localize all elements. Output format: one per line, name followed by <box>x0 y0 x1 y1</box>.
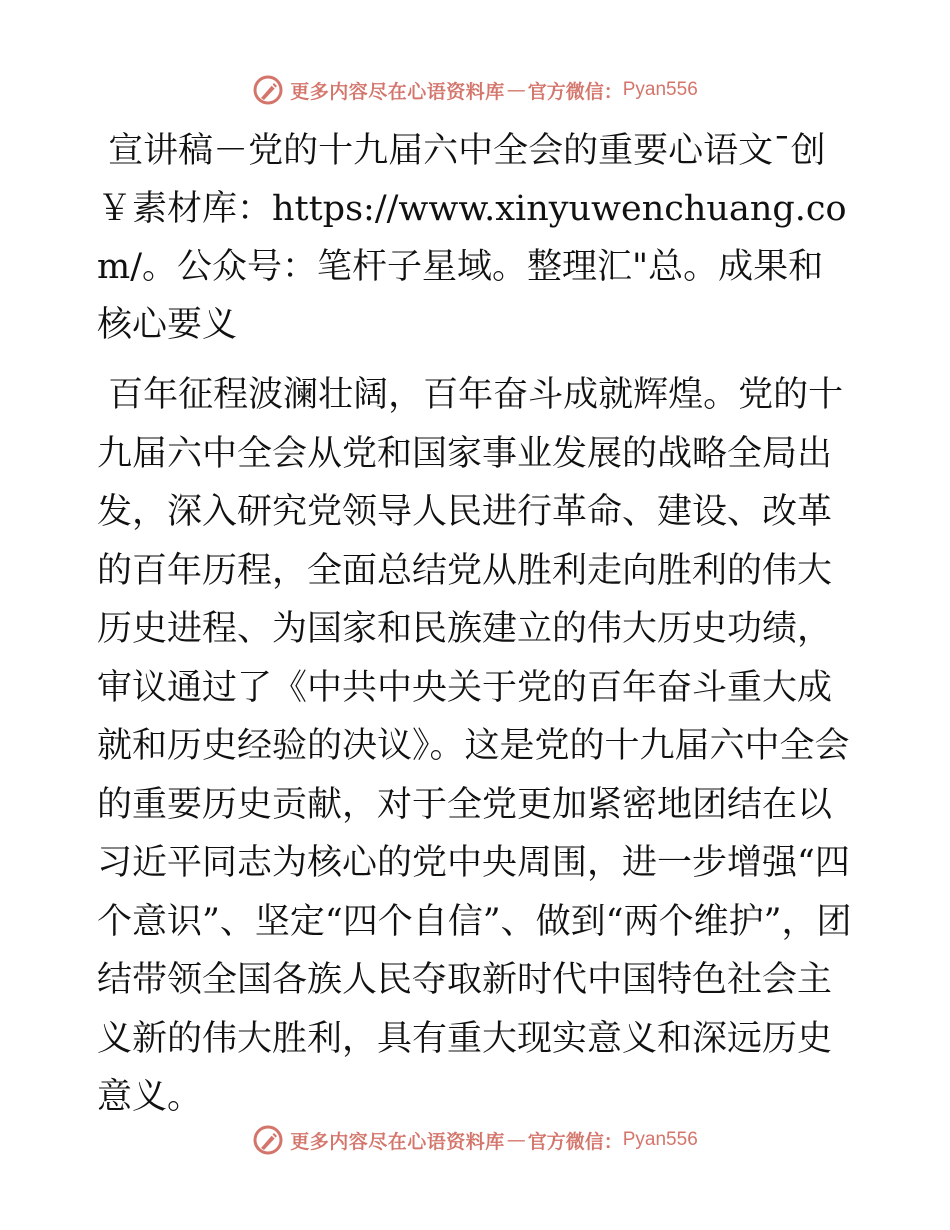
banner-separator: — <box>506 1129 526 1151</box>
header-banner <box>0 70 950 110</box>
banner-site-name: 更多内容尽在心语资料库 <box>290 1130 505 1153</box>
document-heading: 宣讲稿－党的十九届六中全会的重要心语文¯创￥素材库：https://www.xinyuwenchuang.com/。公众号：笔杆子星域。整理汇"总。成果和核心要义 <box>97 131 847 345</box>
banner-wechat-label: 官方微信： <box>527 80 623 103</box>
banner-site-name: 更多内容尽在心语资料库 <box>290 80 505 103</box>
pen-circle-logo-icon <box>252 1124 284 1156</box>
footer-banner <box>0 1120 950 1160</box>
banner-separator: — <box>506 79 526 101</box>
banner-wechat-id: Pyan556 <box>622 1129 698 1150</box>
pen-circle-logo-icon <box>252 74 284 106</box>
banner-wechat-id: Pyan556 <box>622 79 698 100</box>
document-paragraph: 百年征程波澜壮阔，百年奋斗成就辉煌。党的十九届六中全会从党和国家事业发展的战略全局出发，深入研究党领导人民进行革命、建设、改革的百年历程，全面总结党从胜利走向胜利的伟大历史进程、为国家和民族建立的伟大历史功绩，审议通过了《中共中央关于党的百年奋斗重大成就和历史经验的决议》。这是党的十九届六中全会的重要历史贡献，对于全党更加紧密地团结在以习近平同志为核心的党中央周围，进一步增强“四个意识”、坚定“四个自信”、做到“两个维护”，团结带领全国各族人民夺取新时代中国特色社会主义新的伟大胜利，具有重大现实意义和深远历史意义。 <box>97 375 852 1117</box>
banner-wechat-label: 官方微信： <box>527 1130 623 1153</box>
